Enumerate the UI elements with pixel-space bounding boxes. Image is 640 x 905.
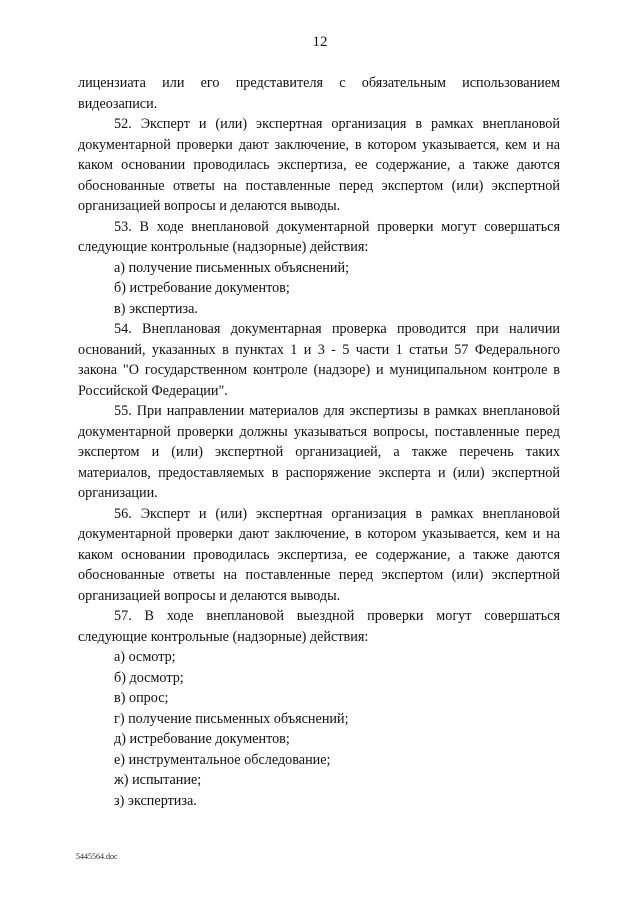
list-item: г) получение письменных объяснений; <box>114 710 349 727</box>
list-item: в) экспертиза. <box>114 300 198 317</box>
list-item: в) опрос; <box>114 690 169 706</box>
list-item: е) инструментальное обследование; <box>114 751 331 768</box>
list-item: д) истребование документов; <box>114 731 290 747</box>
document-body <box>78 73 560 811</box>
list-item: б) досмотр; <box>114 669 184 686</box>
list-item: б) истребование документов; <box>114 280 290 296</box>
paragraph-56: 56. Эксперт и (или) экспертная организация в рамках внеплановой документарной проверки дают заключение, в котором указывается, кем и на каком основании проводилась экспертиза, ее содержание, а также даются обоснованные ответы на поставленные перед экспертом (или) экспертной организацией вопросы и делаются выводы. <box>78 505 560 604</box>
paragraph-52: 52. Эксперт и (или) экспертная организация в рамках внеплановой документарной проверки дают заключение, в котором указывается, кем и на каком основании проводилась экспертиза, ее содержание, а также даются обоснованные ответы на поставленные перед экспертом (или) экспертной организацией вопросы и делаются выводы. <box>78 116 560 214</box>
list-item: а) осмотр; <box>114 649 176 665</box>
list-item: а) получение письменных объяснений; <box>114 259 350 276</box>
paragraph-57: 57. В ходе внеплановой выездной проверки могут совершаться следующие контрольные (надзорные) действия: <box>78 608 560 645</box>
list-item: ж) испытание; <box>114 772 202 788</box>
paragraph-53: 53. В ходе внеплановой документарной проверки могут совершаться следующие контрольные (надзорные) действия: <box>78 218 560 255</box>
list-item: з) экспертиза. <box>114 792 197 809</box>
page-number: 12 <box>312 34 328 50</box>
paragraph-55: 55. При направлении материалов для экспертизы в рамках внеплановой документарной проверки должны указываться вопросы, поставленные перед экспертом и (или) экспертной организацией, а также перечень таких материалов, предоставляемых в распоряжение эксперта и (или) экспертной организации. <box>78 403 560 501</box>
paragraph-54: 54. Внеплановая документарная проверка проводится при наличии оснований, указанных в пунктах 1 и 3 - 5 части 1 статьи 57 Федерального закона "О государственном контроле (надзоре) и муниципальном контроле в Российской Федерации". <box>78 321 560 399</box>
footer-filename: 5445564.doc <box>76 852 118 861</box>
paragraph-continuation: лицензиата или его представителя с обязательным использованием видеозаписи. <box>78 75 560 112</box>
